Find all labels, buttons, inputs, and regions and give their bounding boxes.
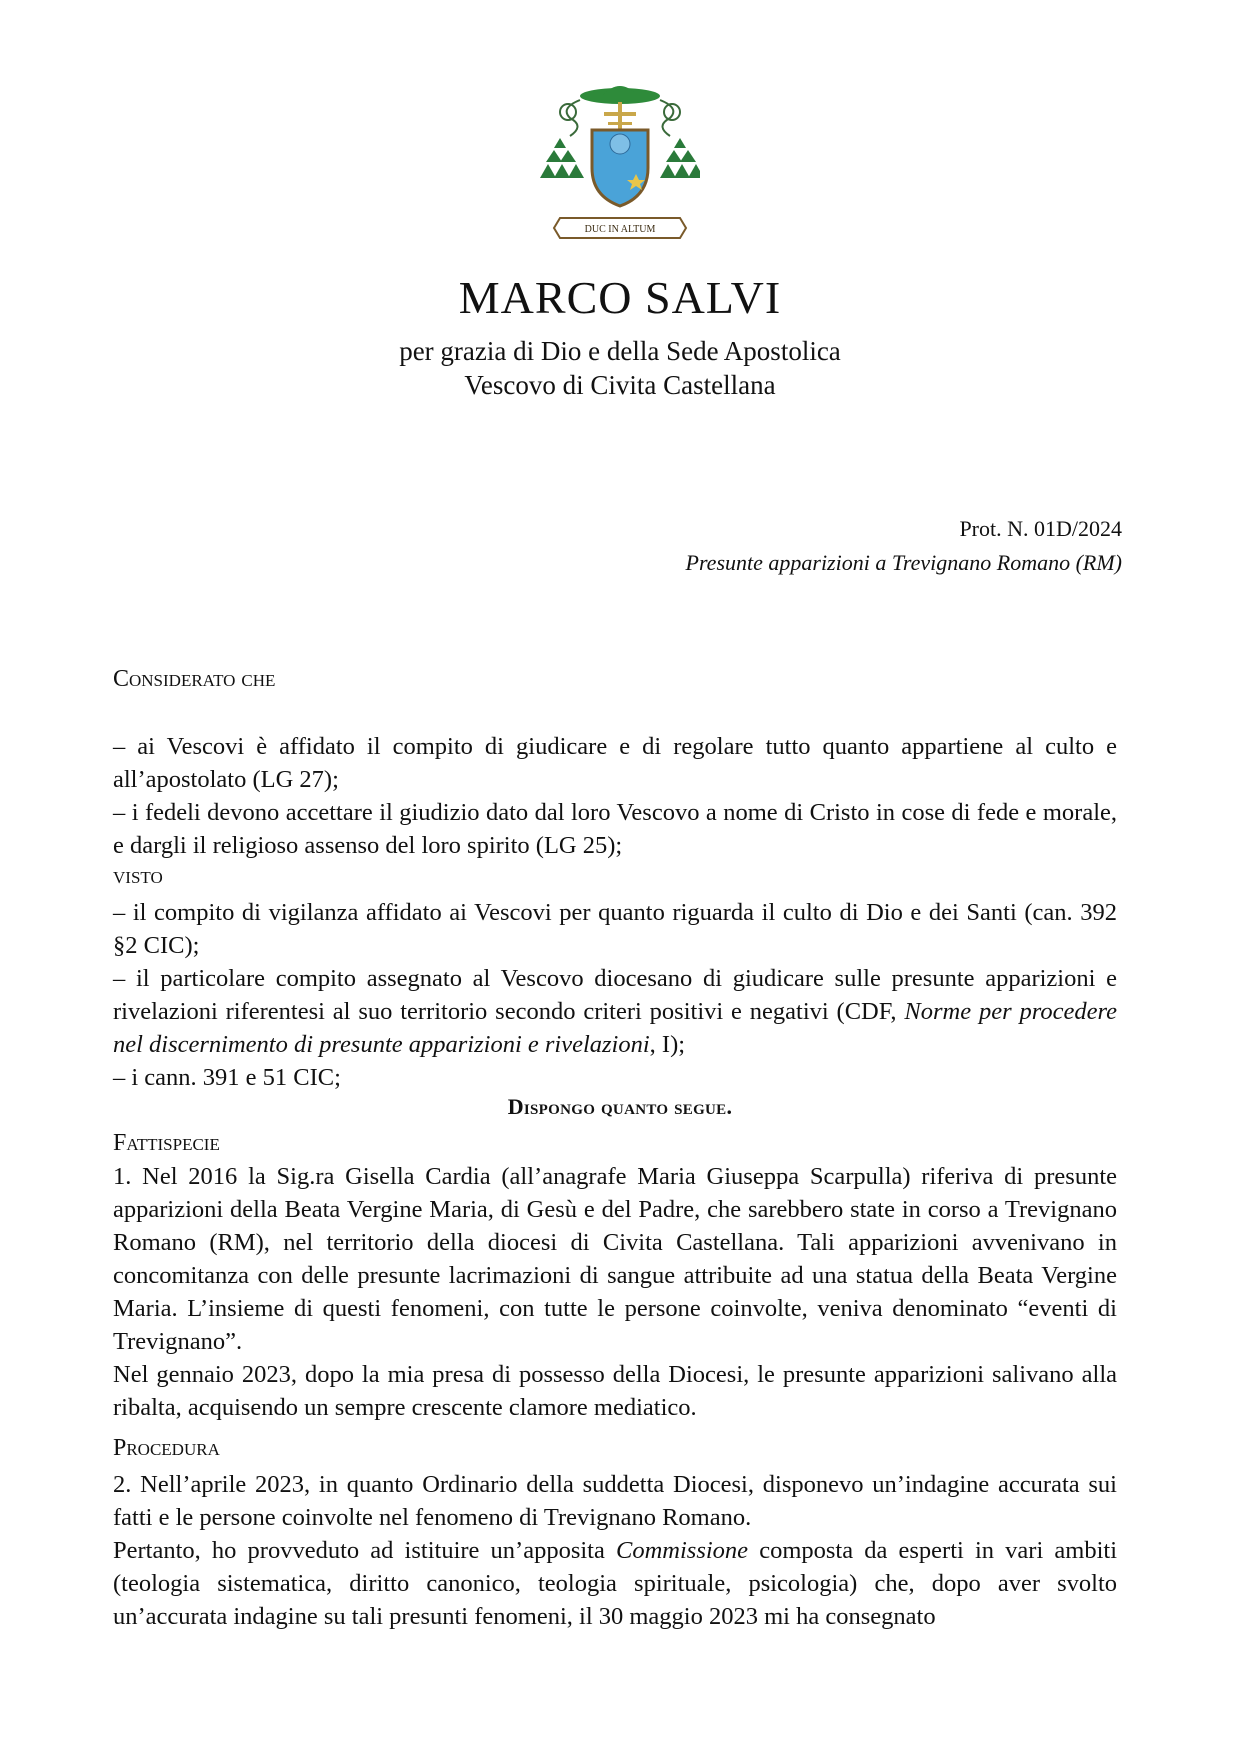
title-line-2: Vescovo di Civita Castellana [464,370,776,400]
protocol-block [686,512,1123,580]
title-line-1: per grazia di Dio e della Sede Apostolica [399,336,841,366]
procedura-text [113,1468,1117,1633]
dispongo-heading: Dispongo quanto segue. [507,1094,733,1119]
considerato-item-2: – i fedeli devono accettare il giudizio dato dal loro Vescovo a nome di Cristo in cose di fede e morale, e dargli il religioso assenso del loro spirito (LG 25); [113,799,1117,859]
fattispecie-paragraph-2: Nel gennaio 2023, dopo la mia presa di possesso della Diocesi, le presunte apparizioni salivano alla ribalta, acquisendo un sempre crescente clamore mediatico. [113,1361,1117,1421]
heading-procedura: Procedura [113,1435,220,1461]
visto-item-2: – il particolare compito assegnato al Vescovo diocesano di giudicare sulle presunte apparizioni e rivelazioni riferentesi al suo territorio secondo criteri positivi e negativi (CDF, Norme per procedere nel discernimento di presunte apparizioni e rivelazioni, I); [113,965,1117,1058]
heading-considerato: Considerato che [113,666,276,692]
crest-motto: DUC IN ALTUM [584,224,656,235]
heading-fattispecie: Fattispecie [113,1130,220,1156]
coat-of-arms-icon [540,78,700,253]
fattispecie-paragraph-1: 1. Nel 2016 la Sig.ra Gisella Cardia (all’anagrafe Maria Giuseppa Scarpulla) riferiva di presunte apparizioni della Beata Vergine Maria, di Gesù e del Padre, che sarebbero state in corso a Trevignano Romano (RM), nel territorio della diocesi di Civita Castellana. Tali apparizioni avvenivano in concomitanza con delle presunte lacrimazioni di sangue attribuite ad una statua della Beata Vergine Maria. L’insieme di questi fenomeni, con tutte le persone coinvolte, veniva denominato “eventi di Trevignano”. [113,1163,1117,1355]
considerato-list [113,730,1117,862]
fattispecie-text [113,1160,1117,1424]
procedura-paragraph-2: Pertanto, ho provveduto ad istituire un’apposita Commissione composta da esperti in vari ambiti (teologia sistematica, diritto canonico, teologia spirituale, psicologia) che, dopo aver svolto un’accurata indagine su tali presunti fenomeni, il 30 maggio 2023 mi ha consegnato [113,1537,1117,1630]
procedura-paragraph-1: 2. Nell’aprile 2023, in quanto Ordinario della suddetta Diocesi, disponevo un’indagine accurata sui fatti e le persone coinvolte nel fenomeno di Trevignano Romano. [113,1471,1117,1531]
bishop-name: MARCO SALVI [458,272,782,323]
protocol-number: Prot. N. 01D/2024 [959,516,1122,541]
heading-visto: visto [113,863,163,889]
visto-item-3: – i cann. 391 e 51 CIC; [113,1064,341,1091]
visto-list [113,896,1117,1094]
protocol-subject: Presunte apparizioni a Trevignano Romano (RM) [685,550,1122,575]
considerato-item-1: – ai Vescovi è affidato il compito di giudicare e di regolare tutto quanto appartiene al culto e all’apostolato (LG 27); [113,733,1117,793]
visto-item-1: – il compito di vigilanza affidato ai Vescovi per quanto riguarda il culto di Dio e dei Santi (can. 392 §2 CIC); [113,899,1117,959]
